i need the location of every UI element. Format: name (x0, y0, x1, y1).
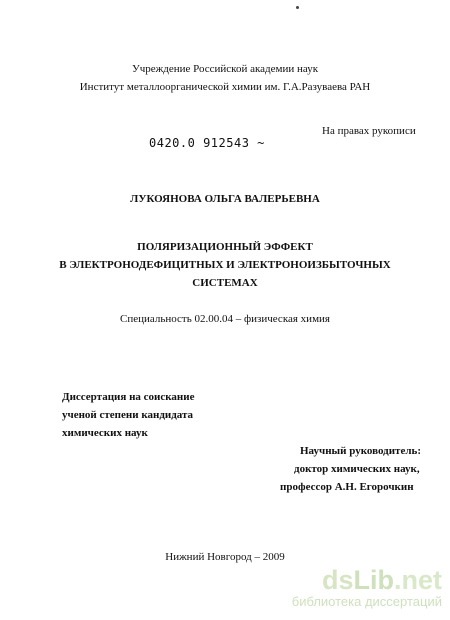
logo-part-net: .net (393, 565, 442, 595)
watermark-subtitle: библиотека диссертаций (291, 594, 442, 609)
title-line-3: СИСТЕМАХ (192, 277, 258, 289)
stamp-number: 0420.0 912543 ~ (149, 136, 265, 150)
specialty-line: Специальность 02.00.04 – физическая химия (120, 313, 330, 325)
institution-line-1: Учреждение Российской академии наук (131, 63, 319, 75)
institution-line-2: Институт металлоорганической химии им. Г.А.Разуваева РАН (79, 81, 371, 93)
dissertation-line-2: ученой степени кандидата (62, 409, 194, 421)
dissertation-line-3: химических наук (62, 427, 148, 439)
city-year: Нижний Новгород – 2009 (165, 551, 285, 563)
manuscript-note: На правах рукописи (322, 125, 416, 137)
logo-part-ds: ds (321, 565, 354, 595)
title-line-2: В ЭЛЕКТРОНОДЕФИЦИТНЫХ И ЭЛЕКТРОНОИЗБЫТОЧНЫХ (59, 259, 391, 271)
scan-speck (296, 6, 299, 9)
title-line-1: ПОЛЯРИЗАЦИОННЫЙ ЭФФЕКТ (137, 241, 313, 253)
supervisor-line-2: доктор химических наук, (294, 463, 420, 475)
dslib-logo (242, 566, 442, 594)
logo-part-lib: Lib (353, 565, 394, 595)
dissertation-line-1: Диссертация на соискание (62, 391, 195, 403)
supervisor-line-1: Научный руководитель: (300, 445, 421, 457)
supervisor-line-3: профессор А.Н. Егорочкин (280, 481, 414, 493)
dslib-watermark (242, 566, 442, 610)
author-name: ЛУКОЯНОВА ОЛЬГА ВАЛЕРЬЕВНА (130, 193, 320, 205)
